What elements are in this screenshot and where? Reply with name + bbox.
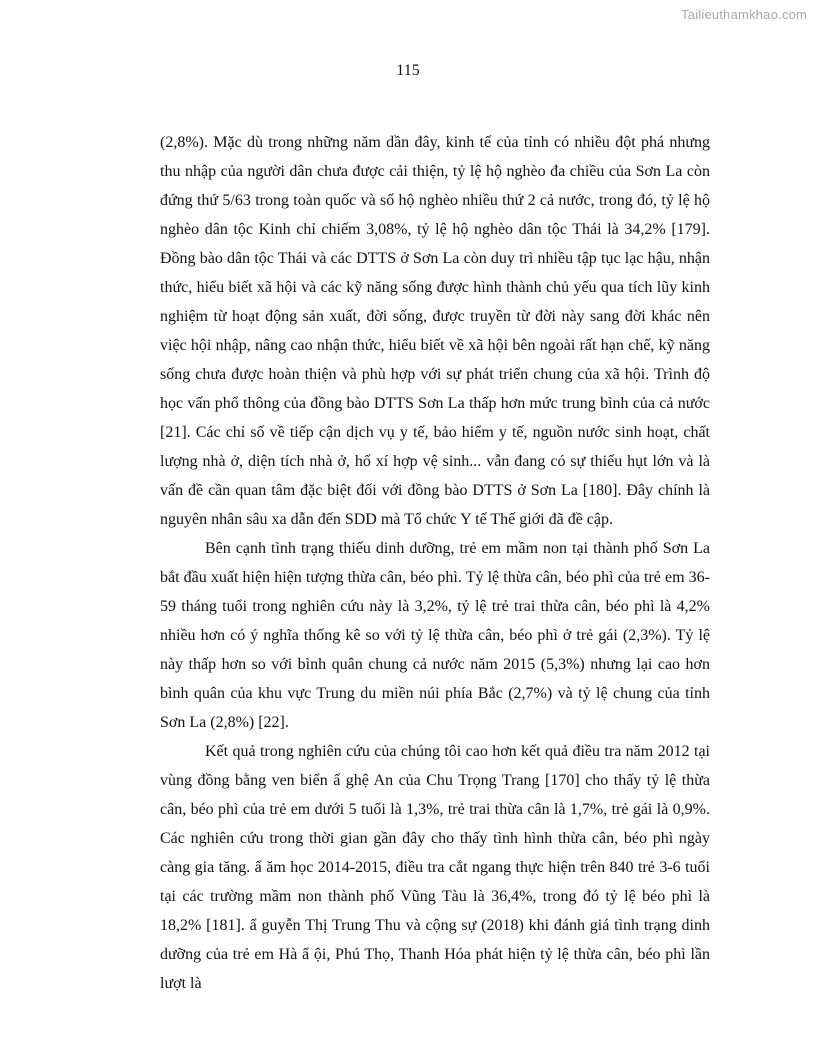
paragraph-3: Kết quả trong nghiên cứu của chúng tôi cao hơn kết quả điều tra năm 2012 tại vùng đồng bằng ven biển ẩ ghệ An của Chu Trọng Trang [170] cho thấy tỷ lệ thừa cân, béo phì của trẻ em dưới 5 tuổi là 1,3%, trẻ trai thừa cân là 1,7%, trẻ gái là 0,9%. Các nghiên cứu trong thời gian gần đây cho thấy tình hình thừa cân, béo phì ngày càng gia tăng. ẩ ăm học 2014-2015, điều tra cắt ngang thực hiện trên 840 trẻ 3-6 tuổi tại các trường mầm non thành phố Vũng Tàu là 36,4%, trong đó tỷ lệ béo phì là 18,2% [181]. ẩ guyễn Thị Trung Thu và cộng sự (2018) khi đánh giá tình trạng dinh dưỡng của trẻ em Hà ẩ ội, Phú Thọ, Thanh Hóa phát hiện tỷ lệ thừa cân, béo phì lần lượt là: [160, 743, 710, 992]
watermark-text: Tailieuthamkhao.com: [681, 7, 807, 22]
paragraph-1: (2,8%). Mặc dù trong những năm dần đây, kinh tế của tỉnh có nhiều đột phá nhưng thu nhập của người dân chưa được cải thiện, tỷ lệ hộ nghèo đa chiều của Sơn La còn đứng thứ 5/63 trong toàn quốc và số hộ nghèo nhiều thứ 2 cả nước, trong đó, tỷ lệ hộ nghèo dân tộc Kinh chỉ chiếm 3,08%, tỷ lệ hộ nghèo dân tộc Thái là 34,2% [179]. Đồng bào dân tộc Thái và các DTTS ở Sơn La còn duy trì nhiều tập tục lạc hậu, nhận thức, hiểu biết xã hội và các kỹ năng sống được hình thành chủ yếu qua tích lũy kinh nghiệm từ hoạt động sản xuất, đời sống, được truyền từ đời này sang đời khác nên việc hội nhập, nâng cao nhận thức, hiểu biết về xã hội bên ngoài rất hạn chế, kỹ năng sống chưa được hoàn thiện và phù hợp với sự phát triển chung của xã hội. Trình độ học vấn phổ thông của đồng bào DTTS Sơn La thấp hơn mức trung bình của cả nước [21]. Các chỉ số về tiếp cận dịch vụ y tế, bảo hiểm y tế, nguồn nước sinh hoạt, chất lượng nhà ở, diện tích nhà ở, hố xí hợp vệ sinh... vẫn đang có sự thiếu hụt lớn và là vấn đề cần quan tâm đặc biệt đối với đồng bào DTTS ở Sơn La [180]. Đây chính là nguyên nhân sâu xa dẫn đến SDD mà Tổ chức Y tế Thế giới đã đề cập.: [160, 134, 710, 528]
document-body: [160, 128, 710, 998]
paragraph-2: Bên cạnh tình trạng thiếu dinh dưỡng, trẻ em mầm non tại thành phố Sơn La bắt đầu xuất hiện hiện tượng thừa cân, béo phì. Tỷ lệ thừa cân, béo phì của trẻ em 36-59 tháng tuổi trong nghiên cứu này là 3,2%, tỷ lệ trẻ trai thừa cân, béo phì là 4,2% nhiều hơn có ý nghĩa thống kê so với tỷ lệ thừa cân, béo phì ở trẻ gái (2,3%). Tỷ lệ này thấp hơn so với bình quân chung cả nước năm 2015 (5,3%) nhưng lại cao hơn bình quân của khu vực Trung du miền núi phía Bắc (2,7%) và tỷ lệ chung của tỉnh Sơn La (2,8%) [22].: [160, 540, 710, 731]
page-number: 115: [396, 62, 420, 79]
